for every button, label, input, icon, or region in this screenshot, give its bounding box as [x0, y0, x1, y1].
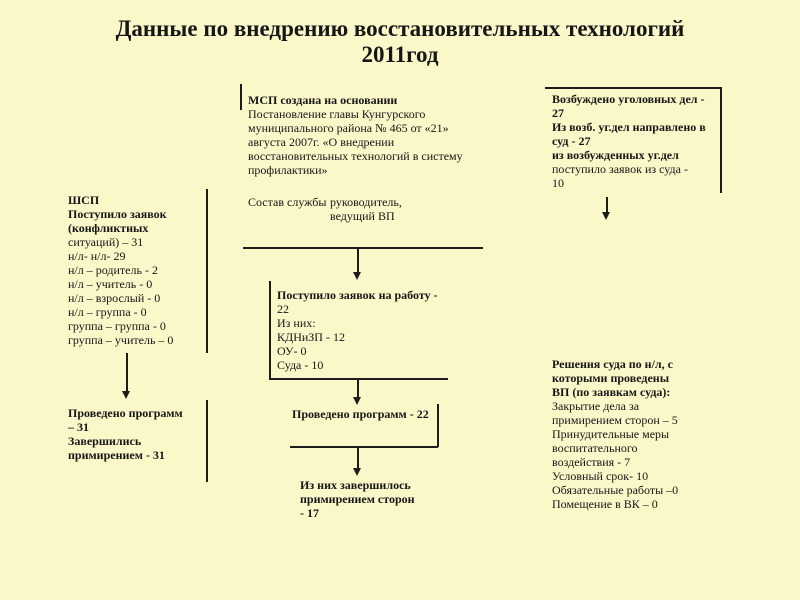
text-line: ситуаций) – 31 [68, 235, 144, 249]
programs31-box-right-border [206, 400, 208, 482]
text-line: августа 2007г. «О внедрении [248, 135, 395, 149]
text-line: Обязательные работы –0 [552, 483, 679, 497]
connector-line-mcp-vertical [357, 247, 359, 273]
staff-label [248, 195, 326, 209]
staff-roles [330, 195, 402, 223]
court-decisions-block [552, 357, 678, 511]
text-line: Проведено программ [68, 406, 183, 420]
arrow-down-icon [122, 391, 130, 399]
requests-box-bottom-border [269, 378, 448, 380]
arrow-down-icon [602, 212, 610, 220]
text-line: 27 [552, 106, 564, 120]
text-line: которыми проведены [552, 371, 670, 385]
criminal-box-right-border [720, 87, 722, 193]
connector-line-programs22 [357, 447, 359, 469]
shsp-stats-block [68, 193, 173, 347]
text-line: восстановительных технологий в систему [248, 149, 463, 163]
connector-line-shsp [126, 353, 128, 392]
text-line: – 31 [68, 420, 89, 434]
text-line: Поступило заявок на работу - [277, 288, 438, 302]
requests-block [277, 288, 438, 372]
criminal-box-top-border [545, 87, 722, 89]
text-line: муниципального района № 465 от «21» [248, 121, 449, 135]
text-line: ШСП [68, 193, 100, 207]
staff-role-2: ведущий ВП [330, 209, 395, 223]
text-line: примирением сторон – 5 [552, 413, 678, 427]
text-line: Решения суда по н/л, с [552, 357, 673, 371]
connector-line-mcp-horizontal [243, 247, 483, 249]
text-line: поступило заявок из суда - [552, 162, 688, 176]
text-line: н/л – родитель - 2 [68, 263, 158, 277]
text-line: 10 [552, 176, 564, 190]
text-line: профилактики» [248, 163, 328, 177]
text-line: н/л- н/л- 29 [68, 249, 126, 263]
text-line: Помещение в ВК – 0 [552, 497, 658, 511]
connector-line-criminal [606, 197, 608, 213]
programs31-block [68, 406, 183, 462]
text-line: Проведено программ - 22 [292, 407, 429, 421]
text-line: - 17 [300, 506, 319, 520]
page-title-line2: 2011год [361, 42, 439, 67]
staff-role-1: руководитель, [330, 195, 402, 209]
text-line: Принудительные меры [552, 427, 670, 441]
text-line: из возбужденных уг.дел [552, 148, 679, 162]
text-line: воздействия - 7 [552, 455, 631, 469]
text-line: Закрытие дела за [552, 399, 640, 413]
page-title [0, 16, 800, 68]
text-line: суд - 27 [552, 134, 591, 148]
text-line: Условный срок- 10 [552, 469, 649, 483]
text-line: Из возб. уг.дел направлено в [552, 120, 706, 134]
text-line: (конфликтных [68, 221, 149, 235]
text-line: группа – группа - 0 [68, 319, 166, 333]
mcp-info-block [248, 93, 463, 177]
text-line: Завершились [68, 434, 142, 448]
text-line: Из них завершилось [300, 478, 411, 492]
text-line: воспитательного [552, 441, 638, 455]
text-line: Суда - 10 [277, 358, 324, 372]
text-line: ОУ- 0 [277, 344, 307, 358]
programs22-box-right-border [437, 404, 439, 447]
text-line: н/л – учитель - 0 [68, 277, 153, 291]
mcp-box-left-border [240, 84, 242, 110]
connector-line-requests [357, 379, 359, 398]
arrow-down-icon [353, 468, 361, 476]
text-line: Из них: [277, 316, 316, 330]
completed17-block [300, 478, 415, 520]
requests-box-left-border [269, 281, 271, 380]
text-line: н/л – группа - 0 [68, 305, 147, 319]
text-line: ВП (по заявкам суда): [552, 385, 671, 399]
text-line: Поступило заявок [68, 207, 167, 221]
arrow-down-icon [353, 397, 361, 405]
text-line: МСП создана на основании [248, 93, 398, 107]
text-line: примирением сторон [300, 492, 415, 506]
page-title-line1: Данные по внедрению восстановительных технологий [115, 16, 685, 41]
criminal-cases-block [552, 92, 706, 190]
text-line: 22 [277, 302, 289, 316]
text-line: Постановление главы Кунгурского [248, 107, 426, 121]
text-line: группа – учитель – 0 [68, 333, 174, 347]
arrow-down-icon [353, 272, 361, 280]
text-line: примирением - 31 [68, 448, 165, 462]
text-line: н/л – взрослый - 0 [68, 291, 161, 305]
staff-label-text: Состав службы [248, 195, 327, 209]
text-line: Возбуждено уголовных дел - [552, 92, 705, 106]
shsp-box-right-border [206, 189, 208, 353]
programs22-box-bottom-border [290, 446, 438, 448]
programs22-block [292, 407, 429, 421]
text-line: КДНиЗП - 12 [277, 330, 345, 344]
